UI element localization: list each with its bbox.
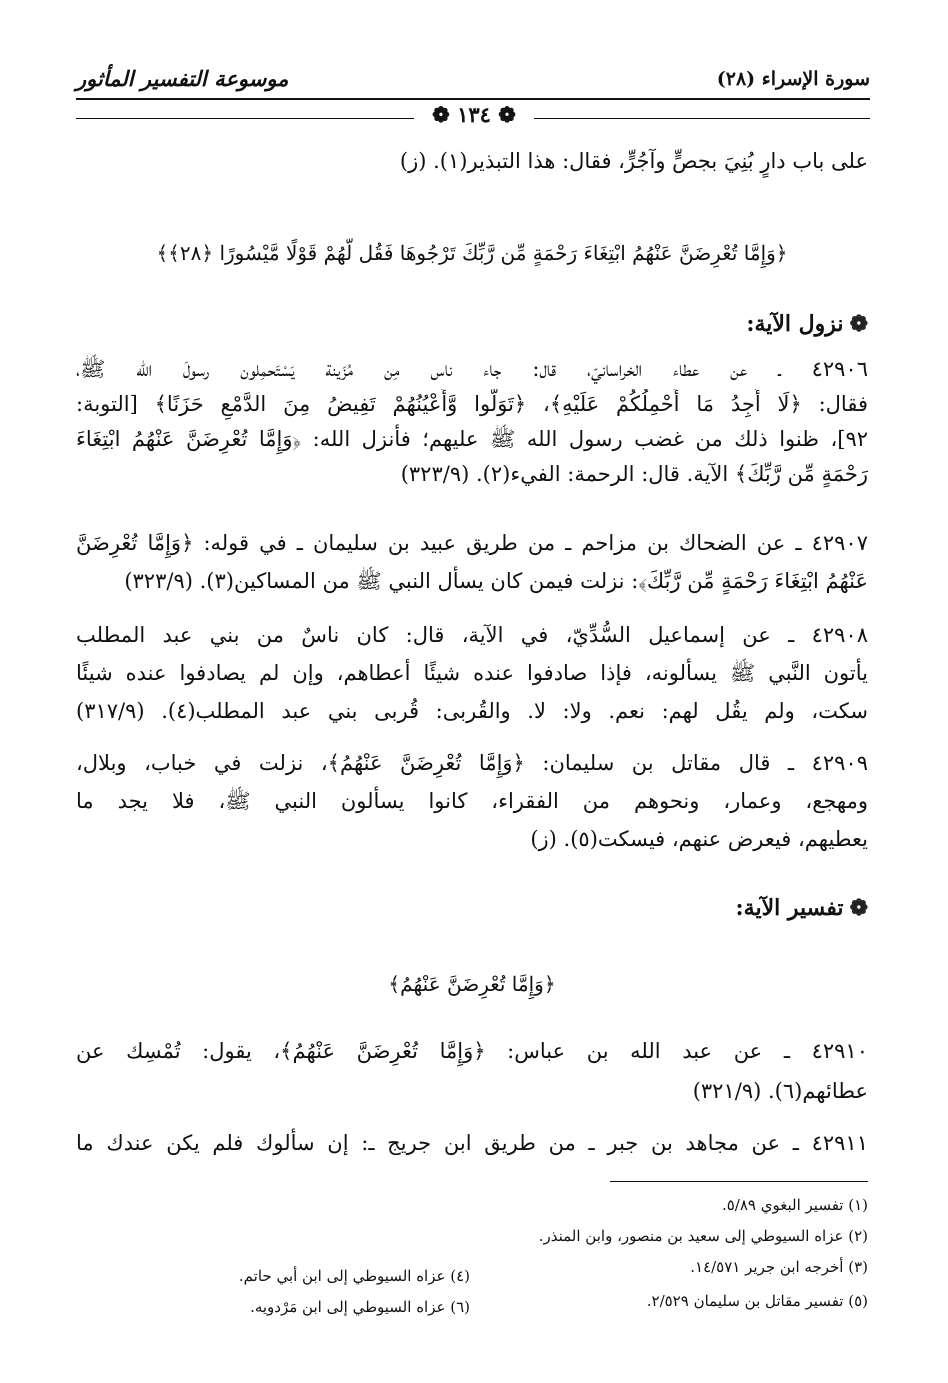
page-header (76, 62, 870, 102)
narration-line: ٤٢٩١١ ـ عن مجاهد بن جبر ـ من طريق ابن جريج ـ: إن سألوك فلم يكن عندك ما (76, 1131, 868, 1155)
narration-line: ومهجع، وعمار، ونحوهم من الفقراء، كانوا يسألون النبي ﷺ، فلا يجد ما (76, 789, 868, 813)
narration-line: ٤٢٩١٠ ـ عن عبد الله بن عباس: ﴿وَإِمَّا تُعْرِضَنَّ عَنْهُمُ﴾، يقول: تُمْسِك عن (76, 1039, 868, 1063)
surah-title: سورة الإسراء (٢٨) (716, 68, 870, 90)
narration-line: عَنْهُمُ ابْتِغَاءَ رَحْمَةٍ مِّن رَّبِّكَ﴾: نزلت فيمن كان يسأل النبي ﷺ من المساكين(٣). (٣٢٣/٩) (124, 569, 868, 593)
quran-verse: ﴿وَإِمَّا تُعْرِضَنَّ عَنْهُمُ﴾ (388, 972, 556, 996)
narration-line: ٤٢٩٠٧ ـ عن الضحاك بن مزاحم ـ من طريق عبيد بن سليمان ـ في قوله: ﴿وَإِمَّا تُعْرِضَنَّ (76, 531, 868, 555)
narration-line: ٩٢]، ظنوا ذلك من غضب رسول الله ﷺ عليهم؛ فأنزل الله: ﴿وَإِمَّا تُعْرِضَنَّ عَنْهُمُ ابْتِغَاءَ (76, 427, 868, 451)
footnote: (٦) عزاه السيوطي إلى ابن مَرْدويه. (250, 1298, 470, 1316)
footnote: (٤) عزاه السيوطي إلى ابن أبي حاتم. (238, 1267, 470, 1285)
section-heading-tafsir: ❁تفسير الآية: (735, 895, 868, 921)
footnote: (٣) أخرجه ابن جرير ١٤/٥٧١. (690, 1258, 868, 1276)
text-line: على باب دارٍ بُنِيَ بجصٍّ وآجُرٍّ، فقال: هذا التبذير(١). (ز) (399, 149, 868, 173)
quran-verse: ﴿وَإِمَّا تُعْرِضَنَّ عَنْهُمُ ابْتِغَاءَ رَحْمَةٍ مِّن رَّبِّكَ تَرْجُوهَا فَقُل لَّهُمْ قَوْلًا مَّيْسُورًا ﴿٢٨﴾﴾ (156, 241, 788, 265)
narration-line: يأتون النَّبي ﷺ يسألونه، فإذا صادفوا عنده شيئًا أعطاهم، وإن لم يصادفوا عنده شيئًا (76, 661, 868, 685)
header-rule-right (534, 118, 870, 119)
header-rule-left (76, 118, 414, 119)
narration-line: يعطيهم، فيعرض عنهم، فيسكت(٥). (ز) (530, 827, 868, 851)
narration-line: ٤٢٩٠٨ ـ عن إسماعيل السُّدِّيّ، في الآية، قال: كان ناسٌ من بني عبد المطلب (76, 623, 868, 647)
footnote: (٥) تفسير مقاتل بن سليمان ٢/٥٢٩. (646, 1292, 868, 1310)
book-title: موسوعة التفسير المأثور (76, 66, 289, 91)
footnote: (١) تفسير البغوي ٥/٨٩. (721, 1196, 868, 1214)
narration-line: عطائهم(٦). (٣٢١/٩) (692, 1079, 868, 1103)
narration-line: ٤٢٩٠٦ ـ عن عطاء الخراسانيّ، قال: جاء ناس مِن مُزَينة يَسْتَحمِلون رسولَ الله ﷺ، (76, 357, 868, 381)
narration-line: فقال: ﴿لَا أَجِدُ مَا أَحْمِلُكُمْ عَلَيْهِ﴾، ﴿تَوَلَّوا وَّأَعْيُنُهُمْ تَفِيضُ مِنَ الدَّمْعِ حَزَنًا﴾ [التوبة: (76, 392, 868, 416)
narration-line: سكت، ولم يقُل لهم: نعم. ولا: لا. والقُربى: قُربى بني عبد المطلب(٤). (٣١٧/٩) (76, 699, 868, 723)
flower-icon: ❁ (849, 311, 868, 337)
section-heading-nuzul: ❁نزول الآية: (746, 311, 868, 337)
header-rule (76, 98, 870, 100)
footnote: (٢) عزاه السيوطي إلى سعيد بن منصور، وابن المنذر. (538, 1227, 868, 1245)
flower-icon: ❁ (849, 895, 868, 921)
narration-line: ٤٢٩٠٩ ـ قال مقاتل بن سليمان: ﴿وَإِمَّا تُعْرِضَنَّ عَنْهُمُ﴾، نزلت في خباب، وبلال، (76, 751, 868, 775)
narration-line: رَحْمَةٍ مِّن رَّبِّكَ﴾ الآية. قال: الرحمة: الفيء(٢). (٣٢٣/٩) (400, 462, 868, 486)
page-number: ❁ ١٣٤ ❁ (432, 102, 516, 127)
footnote-rule (610, 1181, 868, 1182)
